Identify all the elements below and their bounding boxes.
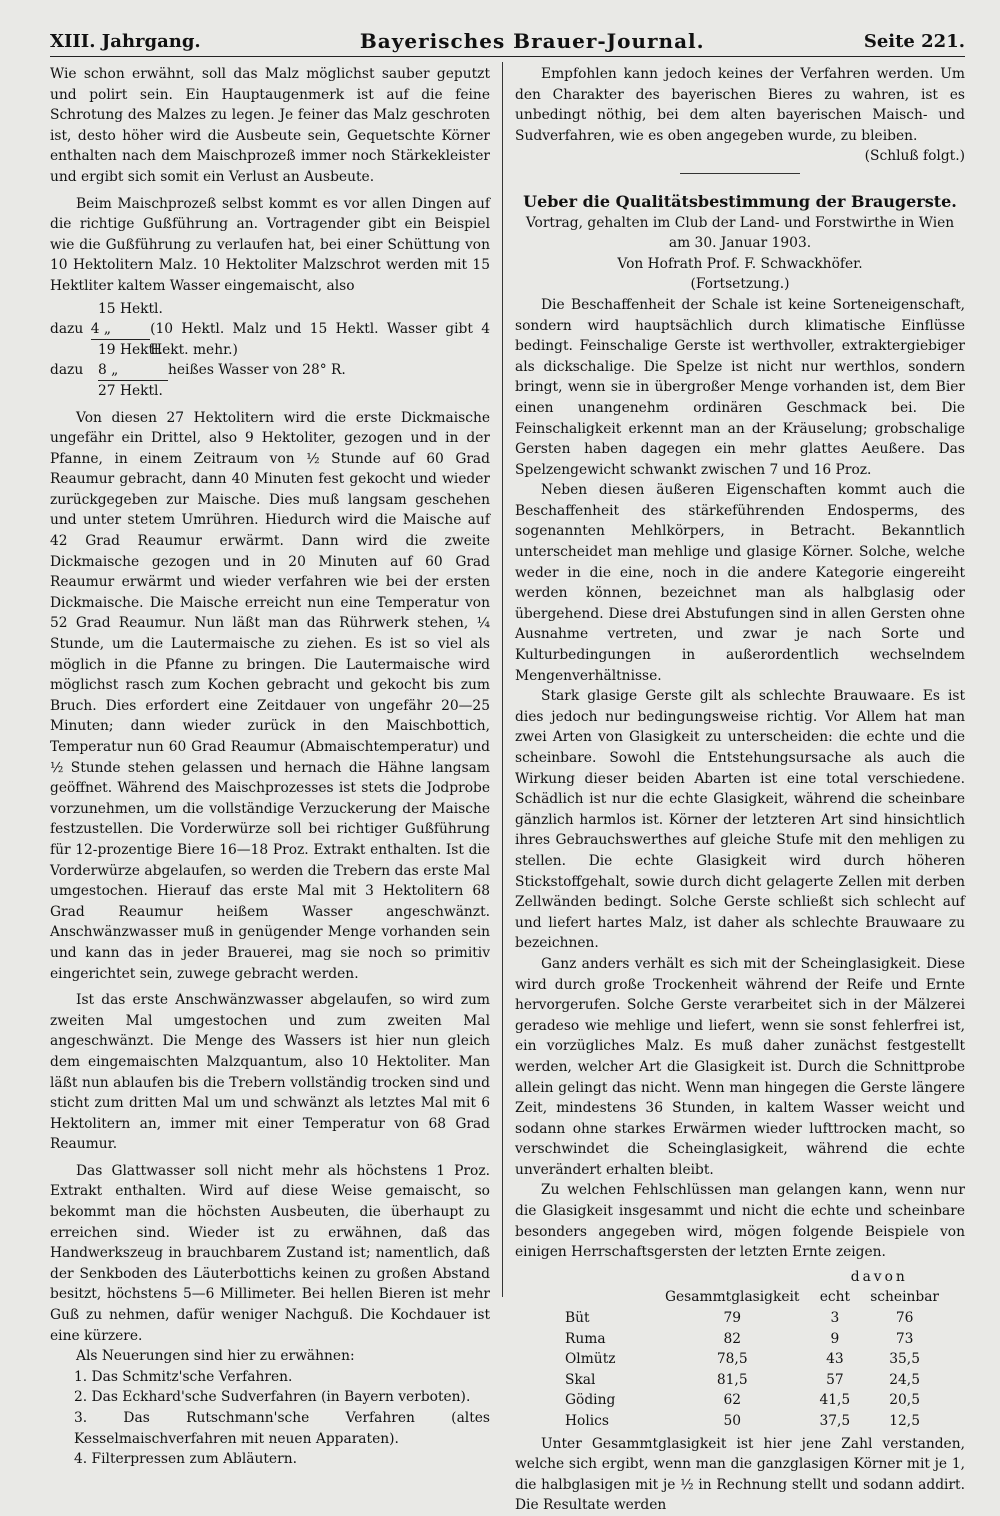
table-row: Ruma 82 9 73 [565, 1330, 914, 1347]
article-date: am 30. Januar 1903. [668, 235, 812, 252]
paragraph: Ganz anders verhält es sich mit der Scheinglasigkeit. Diese wird durch große Trockenheit während der Reife und Ernte hervorgerufen. Solche Gerste verarbeitet sich in der Mälzerei geradeso wie mehlige und liefert, wenn sie sonst fehlerfrei ist, ein vorzügliches Malz. Es muß daher zunächst festgestellt werden, welcher Art die Glasigkeit ist. Durch die Schnittprobe allein gelingt das nicht. Wenn man hingegen die Gerste längere Zeit, mindestens 36 Stunden, in kaltem Wasser weicht und sodann ohne starkes Erwärmen wieder lufttrocken macht, so verschwindet die Scheinglasigkeit, während die echte unverändert erhalten bleibt. [515, 955, 965, 1178]
paragraph: Als Neuerungen sind hier zu erwähnen: [76, 1348, 355, 1365]
paragraph: Das Glattwasser soll nicht mehr als höchstens 1 Proz. Extrakt enthalten. Wird auf diese Weise gemaischt, so bekommt man die höchsten Ausbeuten, die überhaupt zu erreichen sind. Wieder ist zu erwähnen, daß das Handwerkszeug in brauchbarem Zustand ist; namentlich, daß der Senkboden des Läuterbottichs keinen zu großen Abstand besitzt, höchstens 5—6 Millimeter. Bei hellen Bieren ist mehr Guß zu nehmen, dafür weniger Nachguß. Die Kochdauer ist eine kürzere. [50, 1162, 490, 1344]
calc-value: 8 „ [98, 360, 168, 381]
list-item: 4. Filterpressen zum Abläutern. [74, 1451, 297, 1468]
article-author: Von Hofrath Prof. F. Schwackhöfer. [617, 255, 863, 272]
table-row: Holics 50 37,5 12,5 [565, 1413, 920, 1429]
calc-label: dazu [50, 321, 84, 338]
list-item: 1. Das Schmitz'sche Verfahren. [74, 1368, 293, 1385]
continuation-label: (Fortsetzung.) [690, 276, 790, 293]
list-item: 2. Das Eckhard'sche Sudverfahren (in Bayern verboten). [74, 1389, 471, 1406]
continuation-note: (Schluß folgt.) [864, 148, 965, 165]
table-header: Gesammtglasigkeit [665, 1289, 800, 1306]
mash-calculation [50, 299, 490, 402]
paragraph: Neben diesen äußeren Eigenschaften kommt auch die Beschaffenheit des stärkeführenden Endosperms, des sogenannten Mehlkörpers, in Betracht. Bekanntlich unterscheidet man mehlige und glasige Körner. Solche, welche weder in die eine, noch in die andere Kategorie eingereiht werden können, bezeichnet man als halbglasig oder übergehend. Diese drei Abstufungen sind in allen Gersten ohne Ausnahme vertreten, und zwar je nach Sorte und Kulturbedingungen in außerordentlich wechselndem Mengenverhältnisse. [515, 482, 965, 684]
calc-note: heißes Wasser von 28° R. [168, 362, 346, 379]
glassiness-table [555, 1267, 949, 1432]
table-row: Göding 62 41,5 20,5 [565, 1392, 920, 1409]
table-row: Büt 79 3 76 [565, 1310, 914, 1327]
table-header: scheinbar [870, 1289, 940, 1306]
column-divider [502, 62, 503, 1297]
table-row: Olmütz 78,5 43 35,5 [565, 1351, 920, 1368]
calc-label: dazu [50, 362, 84, 379]
page-number: Seite 221. [863, 30, 965, 52]
volume-label: XIII. Jahrgang. [50, 30, 201, 52]
list-item: 3. Das Rutschmann'sche Verfahren (altes Kesselmaischverfahren mit neuen Apparaten). [74, 1410, 490, 1447]
paragraph: Empfohlen kann jedoch keines der Verfahren werden. Um den Charakter des bayerischen Bieres zu wahren, ist es unbedingt nöthig, bei dem alten bayerischen Maisch- und Sudverfahren, wie es oben angegeben wurde, zu bleiben. [515, 66, 965, 144]
calc-note: (10 Hektl. Malz und 15 Hektl. Wasser gibt 4 Hekt. mehr.) [150, 321, 490, 358]
page-header [50, 26, 965, 57]
article-subtitle: Vortrag, gehalten im Club der Land- und Forstwirthe in Wien [525, 214, 955, 231]
journal-title: Bayerisches Brauer-Journal. [359, 29, 705, 53]
paragraph: Wie schon erwähnt, soll das Malz möglichst sauber geputzt und polirt sein. Ein Hauptaugenmerk ist auf die feine Schrotung des Malzes zu legen. Je feiner das Malz geschroten ist, desto höher wird die Ausbeute sein, Gequetschte Körner enthalten nach dem Maischprozeß immer noch Stärkekleister und ergibt sich somit ein Verlust an Ausbeute. [50, 66, 490, 185]
calc-value: 27 Hektl. [98, 382, 163, 399]
table-header: echt [819, 1289, 851, 1306]
section-rule [680, 173, 800, 174]
table-row: Skal 81,5 57 24,5 [565, 1371, 920, 1388]
paragraph: Beim Maischprozeß selbst kommt es vor allen Dingen auf die richtige Gußführung an. Vortragender gibt ein Beispiel wie die Gußführung zu verlaufen hat, bei einer Schüttung von 10 Hektolitern Malz. 10 Hektoliter Malzschrot werden mit 15 Hektliter kaltem Wasser eingemaischt, also [50, 195, 490, 294]
paragraph: Ist das erste Anschwänzwasser abgelaufen, so wird zum zweiten Mal umgestochen und zum zweiten Mal angeschwänzt. Die Menge des Wassers ist hier nun gleich dem eingemaischten Malzquantum, also 10 Hektoliter. Man läßt nun ablaufen bis die Trebern vollständig trocken sind und sticht zum dritten Mal um und schwänzt als letztes Mal mit 6 Hektolitern an, immer mit einer Temperatur von 68 Grad Reaumur. [50, 992, 490, 1153]
paragraph: Die Beschaffenheit der Schale ist keine Sorteneigenschaft, sondern wird hauptsächlich durch klimatische Einflüsse bedingt. Feinschalige Gerste ist werthvoller, extraktergiebiger als dickschalige. Die Spelze ist nicht nur werthlos, sondern bringt, wenn sie in übergroßer Menge vorhanden ist, dem Bier einen unangenehm ordinären Geschmack bei. Die Feinschaligkeit erkennt man an der Kräuselung; grobschalige Gersten haben dagegen ein mehr glattes Aeußere. Das Spelzengewicht schwankt zwischen 7 und 16 Proz. [515, 296, 965, 478]
article-title: Ueber die Qualitätsbestimmung der Braugerste. [523, 191, 957, 211]
paragraph: Von diesen 27 Hektolitern wird die erste Dickmaische ungefähr ein Drittel, also 9 Hektoliter, gezogen und in der Pfanne, in einem Zeitraum von ½ Stunde auf 60 Grad Reaumur gebracht, dann 40 Minuten fest gekocht und wieder zurückgegeben zur Maische. Dies muß langsam geschehen und unter stetem Umrühren. Hiedurch wird die Maische auf 42 Grad Reaumur erwärmt. Dann wird die zweite Dickmaische gezogen und in 20 Minuten auf 60 Grad Reaumur erwärmt und wieder verfahren wie bei der ersten Dickmaische. Die Maische erreicht nun eine Temperatur von 52 Grad Reaumur. Nun läßt man das Rührwerk stehen, ¼ Stunde, um die Lautermaische zu ziehen. Es ist so viel als möglich in die Pfanne zu bringen. Die Lautermaische wird möglichst rasch zum Kochen gebracht und gekocht bis zum Bruch. Dies erfordert eine Zeitdauer von ungefähr 20—25 Minuten; dann wieder zurück in den Maischbottich, Temperatur nun 60 Grad Reaumur (Abmaischtemperatur) und ½ Stunde stehen gelassen und hernach die Hähne langsam geöffnet. Während des Maischprozesses ist stets die Jodprobe vorzunehmen, um die vollständige Verzuckerung der Maische festzustellen. Die Vorderwürze soll bei richtiger Gußführung für 12-prozentige Biere 16—18 Proz. Extrakt enthalten. Ist die Vorderwürze abgelaufen, so werden die Trebern das erste Mal umgestochen. Hierauf das erste Mal mit 3 Hektolitern 68 Grad Reaumur heißem Wasser angeschwänzt. Anschwänzwasser muß in genügender Menge vorhanden sein und kann das in jeder Brauerei, mag sie noch so primitiv eingerichtet sein, zuwege gebracht werden. [50, 409, 490, 982]
table-header: davon [850, 1268, 908, 1285]
calc-value: 15 Hektl. [98, 300, 163, 317]
paragraph: Unter Gesammtglasigkeit ist hier jene Zahl verstanden, welche sich ergibt, wenn man die ganzglasigen Körner mit je 1, die halbglasigen mit je ½ in Rechnung stellt und sodann addirt. Die Resultate werden [515, 1435, 965, 1514]
calc-value: 4 „ [91, 319, 150, 340]
left-column [50, 64, 490, 1470]
paragraph: Zu welchen Fehlschlüssen man gelangen kann, wenn nur die Glasigkeit insgesammt und nicht die echte und scheinbare besonders angegeben wird, mögen folgende Beispiele von einigen Herrschaftsgersten der letzten Ernte zeigen. [515, 1182, 965, 1261]
paragraph: Stark glasige Gerste gilt als schlechte Brauwaare. Es ist dies jedoch nur bedingungsweise richtig. Vor Allem hat man zwei Arten von Glasigkeit zu unterscheiden: die echte und die scheinbare. Sowohl die Entstehungsursache als auch die Wirkung dieser beiden Abarten ist eine total verschiedene. Schädlich ist nur die echte Glasigkeit, während die scheinbare gänzlich harmlos ist. Körner der letzteren Art sind hinsichtlich ihres Gebrauchswerthes auf gleiche Stufe mit den mehligen zu stellen. Die echte Glasigkeit wird durch höheren Stickstoffgehalt, sowie durch dicht gelagerte Zellen mit derben Zellwänden bedingt. Solche Gerste schließt sich schlecht auf und liefert hartes Malz, ist daher als schlechte Brauwaare zu bezeichnen. [515, 688, 965, 952]
calc-value: 19 Hektl. [98, 341, 163, 358]
right-column [515, 64, 965, 1516]
